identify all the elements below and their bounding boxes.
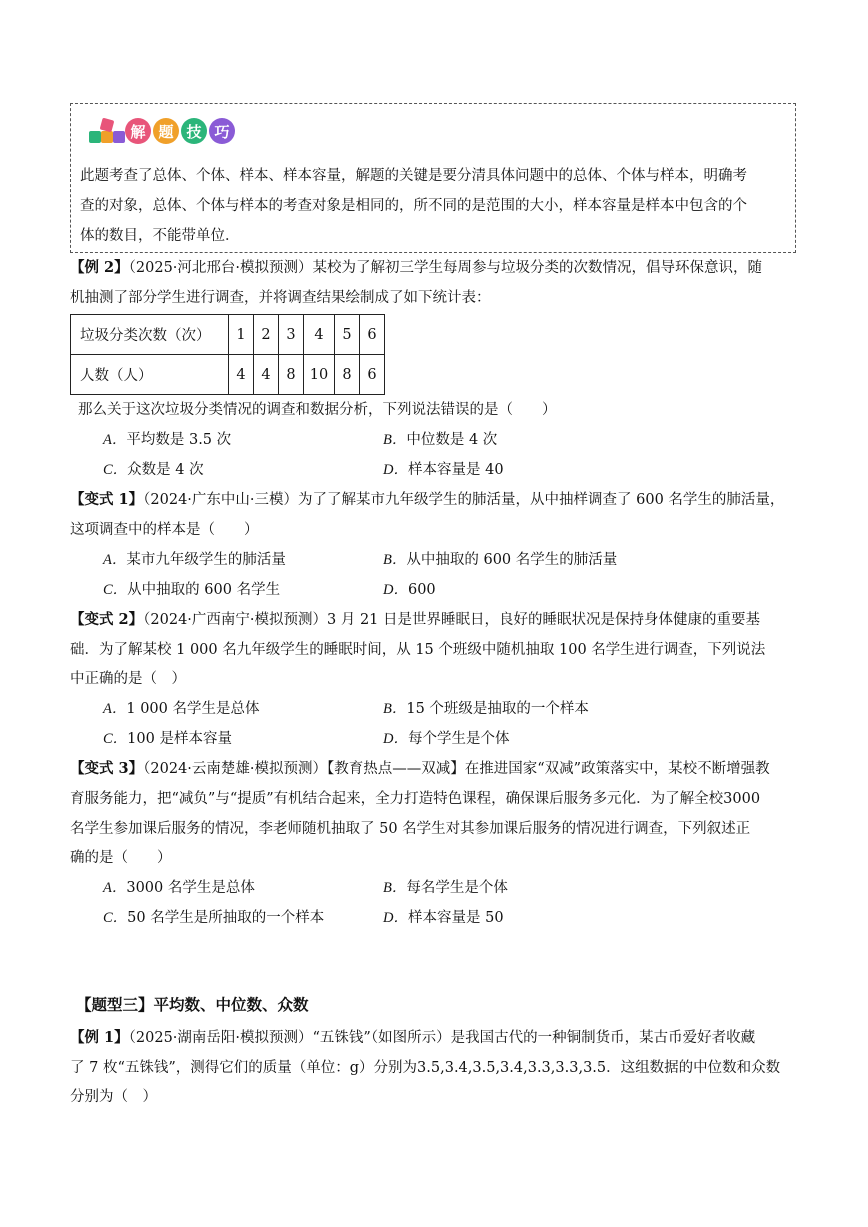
option-text: 每名学生是个体 bbox=[406, 880, 508, 896]
table-cell: 3 bbox=[279, 315, 304, 355]
table-row-header: 垃圾分类次数（次） bbox=[71, 315, 229, 355]
option-text: 样本容量是 40 bbox=[407, 462, 504, 478]
tip-line-2: 查的对象，总体、个体与样本的考查对象是相同的，所不同的是范围的大小，样本容量是样本中包含的个 bbox=[80, 198, 747, 214]
tip-char-4: 巧 bbox=[209, 118, 235, 144]
variant3-option-d bbox=[383, 907, 504, 929]
example2-option-a bbox=[103, 429, 231, 451]
option-text: 众数是 4 次 bbox=[127, 462, 204, 478]
option-letter: B． bbox=[383, 701, 407, 717]
option-letter: A． bbox=[103, 880, 127, 896]
option-text: 3000 名学生是总体 bbox=[126, 880, 255, 896]
example1-text-1: （2025·湖南岳阳·模拟预测）“五铢钱”（如图所示）是我国古代的一种铜制货币，某古币爱好者收藏 bbox=[128, 1030, 756, 1046]
option-text: 100 是样本容量 bbox=[127, 731, 232, 747]
example2-question: 那么关于这次垃圾分类情况的调查和数据分析，下列说法错误的是（ ） bbox=[78, 402, 557, 418]
variant3-tag: 【变式 3】 bbox=[70, 760, 144, 777]
option-letter: D． bbox=[383, 731, 408, 747]
table-cell: 6 bbox=[360, 315, 385, 355]
table-cell: 4 bbox=[254, 355, 279, 395]
variant2-option-b bbox=[383, 698, 589, 720]
variant1-option-c bbox=[103, 579, 280, 601]
example2-option-c bbox=[103, 459, 204, 481]
example1-tag: 【例 1】 bbox=[70, 1029, 129, 1046]
variant3-line-1 bbox=[70, 758, 770, 780]
tip-char-1: 解 bbox=[125, 118, 151, 144]
option-letter: C． bbox=[103, 462, 128, 478]
table-cell: 4 bbox=[304, 315, 335, 355]
tip-char-3: 技 bbox=[181, 118, 207, 144]
option-letter: A． bbox=[103, 552, 127, 568]
option-text: 从中抽取的 600 名学生 bbox=[127, 582, 281, 598]
tip-box bbox=[70, 103, 796, 253]
option-text: 1 000 名学生是总体 bbox=[126, 701, 260, 717]
variant3-option-a bbox=[103, 877, 255, 899]
tip-char-2: 题 bbox=[153, 118, 179, 144]
option-text: 从中抽取的 600 名学生的肺活量 bbox=[406, 552, 618, 568]
option-letter: D． bbox=[383, 582, 408, 598]
variant2-option-d bbox=[383, 728, 509, 750]
tip-badge bbox=[87, 116, 235, 146]
option-letter: C． bbox=[103, 582, 128, 598]
variant3-line-4: 确的是（ ） bbox=[70, 850, 172, 866]
table-cell: 5 bbox=[335, 315, 360, 355]
example2-line-1 bbox=[70, 257, 762, 279]
variant3-option-b bbox=[383, 877, 508, 899]
option-letter: A． bbox=[103, 701, 127, 717]
table-row-header: 人数（人） bbox=[71, 355, 229, 395]
tip-text bbox=[80, 161, 790, 251]
example1-line-2: 了 7 枚“五铢钱”，测得它们的质量（单位：g）分别为3.5,3.4,3.5,3.4,3.3,3.3,3.5．这组数据的中位数和众数 bbox=[70, 1060, 781, 1076]
table-cell: 2 bbox=[254, 315, 279, 355]
variant1-option-a bbox=[103, 549, 286, 571]
option-text: 样本容量是 50 bbox=[407, 910, 504, 926]
variant3-text-1: （2024·云南楚雄·模拟预测）【教育热点——双减】在推进国家“双减”政策落实中，某校不断增强教 bbox=[143, 761, 770, 777]
stat-table bbox=[70, 314, 385, 395]
variant3-option-c bbox=[103, 907, 324, 929]
example1-line-3: 分别为（ ） bbox=[70, 1089, 157, 1105]
tip-line-3: 体的数目，不能带单位． bbox=[80, 228, 240, 244]
variant2-line-1 bbox=[70, 609, 760, 631]
variant1-option-d bbox=[383, 579, 436, 601]
option-text: 600 bbox=[407, 582, 436, 598]
tip-line-1: 此题考查了总体、个体、样本、样本容量，解题的关键是要分清具体问题中的总体、个体与样本，明确考 bbox=[80, 168, 747, 184]
table-row bbox=[71, 355, 385, 395]
example2-option-d bbox=[383, 459, 504, 481]
option-letter: C． bbox=[103, 731, 128, 747]
example1-line-1 bbox=[70, 1027, 755, 1049]
example2-option-b bbox=[383, 429, 497, 451]
variant2-line-2: 础．为了解某校 1 000 名九年级学生的睡眠时间，从 15 个班级中随机抽取 100 名学生进行调查，下列说法 bbox=[70, 642, 766, 658]
option-text: 平均数是 3.5 次 bbox=[126, 432, 232, 448]
option-letter: A． bbox=[103, 432, 127, 448]
option-text: 15 个班级是抽取的一个样本 bbox=[406, 701, 589, 717]
option-letter: B． bbox=[383, 880, 407, 896]
variant1-tag: 【变式 1】 bbox=[70, 491, 144, 508]
variant3-line-2: 育服务能力，把“减负”与“提质”有机结合起来，全力打造特色课程，确保课后服务多元化．为了解全校3000 bbox=[70, 791, 761, 807]
option-letter: C． bbox=[103, 910, 128, 926]
table-row bbox=[71, 315, 385, 355]
option-letter: D． bbox=[383, 462, 408, 478]
table-cell: 8 bbox=[335, 355, 360, 395]
variant2-option-a bbox=[103, 698, 259, 720]
variant2-line-3: 中正确的是（ ） bbox=[70, 671, 186, 687]
example2-text-1: （2025·河北邢台·模拟预测）某校为了解初三学生每周参与垃圾分类的次数情况，倡导环保意识，随 bbox=[128, 260, 763, 276]
section-title: 【题型三】平均数、中位数、众数 bbox=[76, 995, 309, 1014]
option-text: 中位数是 4 次 bbox=[406, 432, 498, 448]
option-letter: B． bbox=[383, 552, 407, 568]
variant2-text-1: （2024·广西南宁·模拟预测）3 月 21 日是世界睡眠日，良好的睡眠状况是保持身体健康的重要基 bbox=[143, 612, 761, 628]
puzzle-icon bbox=[87, 116, 125, 146]
option-text: 50 名学生是所抽取的一个样本 bbox=[127, 910, 325, 926]
table-cell: 1 bbox=[229, 315, 254, 355]
option-text: 某市九年级学生的肺活量 bbox=[126, 552, 286, 568]
table-cell: 10 bbox=[304, 355, 335, 395]
option-letter: D． bbox=[383, 910, 408, 926]
table-cell: 8 bbox=[279, 355, 304, 395]
table-cell: 6 bbox=[360, 355, 385, 395]
option-letter: B． bbox=[383, 432, 407, 448]
option-text: 每个学生是个体 bbox=[407, 731, 510, 747]
variant1-line-2: 这项调查中的样本是（ ） bbox=[70, 522, 259, 538]
variant3-line-3: 名学生参加课后服务的情况，李老师随机抽取了 50 名学生对其参加课后服务的情况进行调查，下列叙述正 bbox=[70, 821, 751, 837]
variant1-line-1 bbox=[70, 489, 784, 511]
variant2-tag: 【变式 2】 bbox=[70, 611, 144, 628]
example2-tag: 【例 2】 bbox=[70, 259, 129, 276]
variant1-option-b bbox=[383, 549, 617, 571]
variant2-option-c bbox=[103, 728, 232, 750]
variant1-text-1: （2024·广东中山·三模）为了了解某市九年级学生的肺活量，从中抽样调查了 600 名学生的肺活量， bbox=[143, 492, 785, 508]
example2-line-2: 机抽测了部分学生进行调查，并将调查结果绘制成了如下统计表： bbox=[70, 290, 491, 306]
table-cell: 4 bbox=[229, 355, 254, 395]
